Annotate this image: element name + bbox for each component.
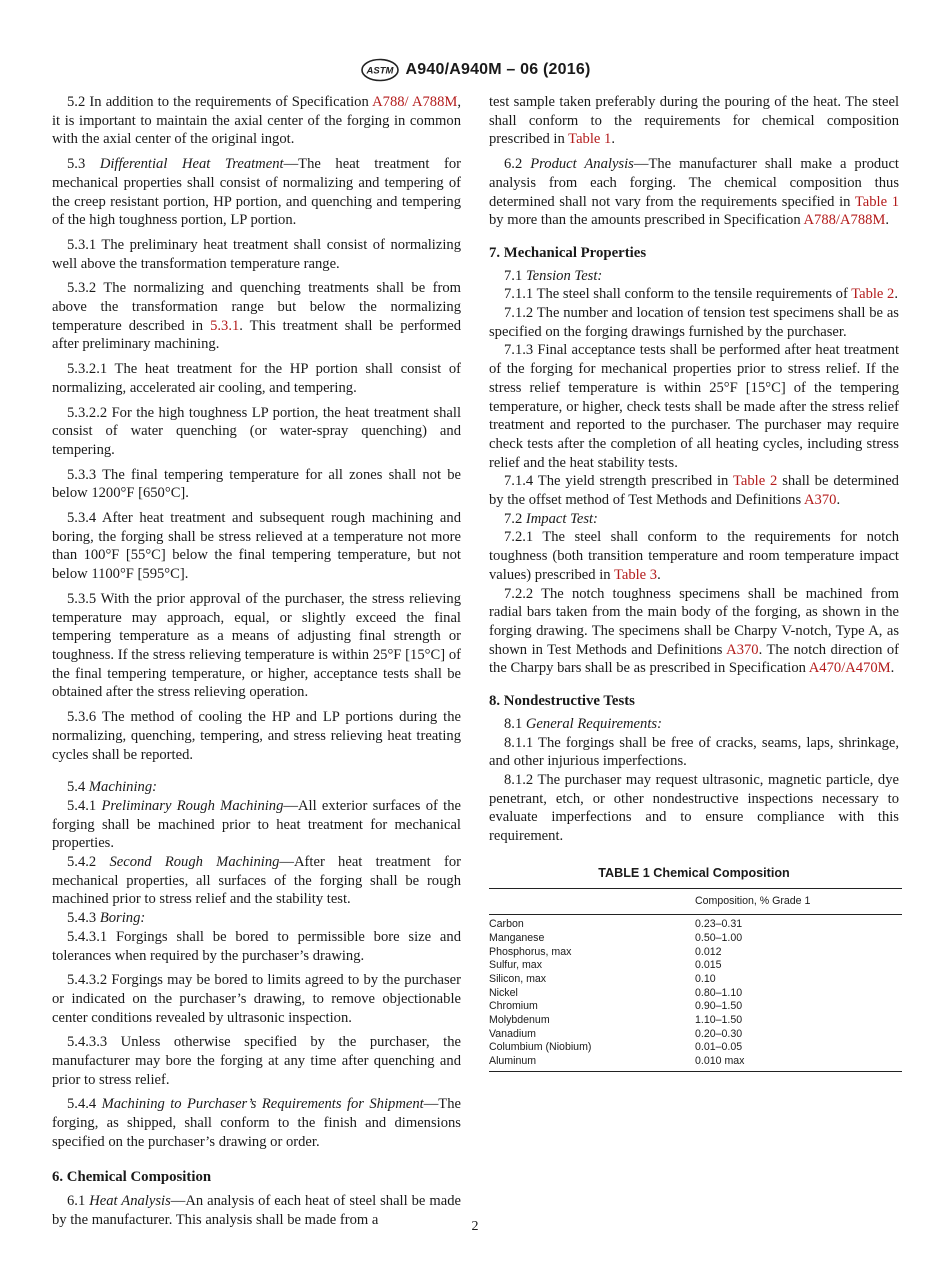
para-8-1-1: 8.1.1 The forgings shall be free of cracks, seams, laps, shrinkage, and other injurious imperfections. [489,734,899,770]
section-heading-6: 6. Chemical Composition [52,1168,212,1185]
section-heading-8: 8. Nondestructive Tests [489,693,635,710]
composition-value-cell: 0.23–0.31 [695,918,743,931]
para-5-3-2-1: 5.3.2.1 The heat treatment for the HP portion shall consist of normalizing, accelerated air cooling, and tempering. [52,361,461,396]
para-5-3-2-2: 5.3.2.2 For the high toughness LP portion, the heat treatment shall consist of water quenching (or water-spray quenching) and tempering. [52,404,461,458]
link-table-1[interactable]: Table 1 [568,131,612,148]
element-name-cell: Phosphorus, max [489,945,572,958]
para-5-4: 5.4 Machining: [67,779,157,796]
element-name-cell: Chromium [489,1000,538,1013]
para-5-4-3-3: 5.4.3.3 Unless otherwise specified by the purchaser, the manufacturer may bore the forging at any time after quenching and prior to stress relief. [52,1034,461,1088]
para-6-1: 6.1 Heat Analysis—An analysis of each heat of steel shall be made by the manufacturer. This analysis shall be made from a [52,1193,461,1228]
table-row [489,959,902,973]
table-row [489,973,902,987]
document-designation: A940/A940M – 06 (2016) [405,61,591,78]
element-name-cell: Vanadium [489,1027,536,1040]
para-7-2-2: 7.2.2 The notch toughness specimens shall be machined from radial bars taken from the main body of the forging, as shown in the forging drawing. The specimens shall be Charpy V-notch, Type A, as shown in Test Methods and Definitions A370. The notch direction of the Charpy bars shall be as prescribed in Specification A470/A470M. [489,585,900,677]
element-name-cell: Silicon, max [489,972,547,985]
element-name-cell: Manganese [489,931,545,944]
para-5-3-6: 5.3.6 The method of cooling the HP and LP portions during the normalizing, quenching, tempering, and stress relieving heat treating cycles shall be reported. [52,709,461,763]
link-table-1[interactable]: Table 1 [854,193,899,210]
link-a470[interactable]: A470/A470M [808,660,891,677]
table-caption: TABLE 1 Chemical Composition [598,865,790,880]
link-a370[interactable]: A370 [726,641,759,658]
element-name-cell: Nickel [489,986,518,999]
element-name-cell: Molybdenum [489,1014,550,1027]
link-table-3[interactable]: Table 3 [613,566,658,583]
composition-value-cell: 0.50–1.00 [695,931,743,944]
table-row [489,987,902,1001]
link-5-3-1[interactable]: 5.3.1 [210,317,240,334]
para-6-2: 6.2 Product Analysis—The manufacturer shall make a product analysis from each forging. The chemical composition thus determined shall not vary from the requirements specified in Table 1 by more than the amounts prescribed in Specification A788/A788M. [489,156,899,229]
element-name-cell: Columbium (Niobium) [489,1041,592,1054]
left-column [52,93,461,1230]
table-row [489,1028,902,1042]
para-7-1-2: 7.1.2 The number and location of tension test specimens shall be as specified on the forging drawings furnished by the purchaser. [489,305,899,340]
composition-value-cell: 0.012 [695,945,722,958]
composition-value-cell: 0.20–0.30 [695,1027,743,1040]
para-7-1: 7.1 Tension Test: [504,267,603,284]
composition-value-cell: 0.015 [695,959,722,972]
para-5-3-4: 5.3.4 After heat treatment and subsequent rough machining and boring, the forging shall be stress relieved at a temperature not more than 100°F [55°C] below the final tempering temperature, but not below 1100°F [595°C]. [52,510,461,583]
table-row [489,1041,902,1055]
para-6-1-continued: test sample taken preferably during the pouring of the heat. The steel shall conform to the requirements for chemical composition prescribed in Table 1. [489,94,899,148]
composition-value-cell: 0.80–1.10 [695,986,743,999]
svg-text:ASTM: ASTM [366,65,393,77]
link-a370[interactable]: A370 [804,492,837,509]
para-5-3-5: 5.3.5 With the prior approval of the purchaser, the stress relieving temperature may approach, equal, or slightly exceed the final tempering temperature as a means of adjusting final strength or toughness. If the stress relieving temperature is within 25°F [15°C] of the final tempering temperature, or higher, acceptance tests shall be obtained after the stress relieving operation. [52,590,461,701]
composition-value-cell: 0.10 [695,972,716,985]
table-row [489,946,902,960]
composition-value-cell: 0.010 max [695,1055,902,1071]
para-7-1-3: 7.1.3 Final acceptance tests shall be performed after heat treatment of the forging for mechanical properties prior to stress relief. If the stress relief temperature is within 25°F [15°C] of the tempering temperature, or higher, check tests shall be made after the stress relief treatment and reported to the purchaser. The purchaser may require check tests after the completion of all heating cycles, including stress relief and the heat stability tests. [489,342,899,471]
table-row [489,932,902,946]
table-header-cell [489,889,695,915]
table-row [489,1014,902,1028]
table-header-row [489,889,902,915]
para-5-2: 5.2 In addition to the requirements of Specification A788/ A788M, it is important to maintain the axial center of the forging in common with the axial center of the original ingot. [52,94,462,148]
link-table-2[interactable]: Table 2 [732,473,778,490]
para-5-4-3-2: 5.4.3.2 Forgings may be bored to limits agreed to by the purchaser or indicated on the purchaser’s drawing, to remove objectionable center conditions revealed by ultrasonic inspection. [52,972,461,1026]
link-a788[interactable]: A788/A788M [803,212,886,229]
para-5-3-2: 5.3.2 The normalizing and quenching treatments shall be from above the transformation range but below the normalizing temperature described in 5.3.1. This treatment shall be performed after preliminary machining. [52,280,461,353]
astm-logo-icon [360,58,400,82]
para-5-4-3: 5.4.3 Boring: [67,910,146,927]
chemical-composition-table [489,888,902,1071]
para-5-4-1: 5.4.1 Preliminary Rough Machining—All exterior surfaces of the forging shall be machined prior to heat treatment for mechanical properties. [52,797,461,852]
para-7-2: 7.2 Impact Test: [504,510,598,527]
para-5-4-4: 5.4.4 Machining to Purchaser’s Requirements for Shipment—The forging, as shipped, shall conform to the finish and dimensions specified on the purchaser’s drawing or order. [52,1096,461,1150]
element-name-cell: Sulfur, max [489,959,542,972]
page-header [0,56,950,84]
table-row [489,1000,902,1014]
element-name-cell: Carbon [489,918,524,931]
composition-value-cell: 0.90–1.50 [695,1000,743,1013]
composition-value-cell: 1.10–1.50 [695,1014,743,1027]
para-8-1: 8.1 General Requirements: [504,715,662,732]
para-5-4-2: 5.4.2 Second Rough Machining—After heat treatment for mechanical properties, all surfaces of the forging shall be rough machined prior to stress relief and the stability test. [52,854,461,908]
element-name-cell: Aluminum [489,1055,695,1071]
table-row [489,1055,902,1071]
para-7-1-1: 7.1.1 The steel shall conform to the tensile requirements of Table 2. [504,286,899,303]
para-5-4-3-1: 5.4.3.1 Forgings shall be bored to permissible bore size and tolerances when required by the purchaser’s drawing. [52,928,461,964]
para-5-3-3: 5.3.3 The final tempering temperature for all zones shall not be below 1200°F [650°C]. [52,466,461,502]
para-7-2-1: 7.2.1 The steel shall conform to the requirements for notch toughness (both transition temperature and room temperature impact values) prescribed in Table 3. [489,529,899,583]
para-7-1-4: 7.1.4 The yield strength prescribed in Table 2 shall be determined by the offset method of Test Methods and Definitions A370. [489,473,899,509]
table-row [489,915,902,932]
para-5-3-1: 5.3.1 The preliminary heat treatment shall consist of normalizing well above the transformation temperature range. [52,236,461,272]
para-5-3: 5.3 Differential Heat Treatment—The heat treatment for mechanical properties shall consist of normalizing and tempering of the creep resistant portion, HP portion, and quenching and tempering of the high toughness portion, LP portion. [52,156,462,229]
section-heading-7: 7. Mechanical Properties [489,244,647,261]
page-number: 2 [471,1219,479,1234]
link-a788[interactable]: A788/ A788M [372,94,458,110]
composition-value-cell: 0.01–0.05 [695,1041,743,1054]
table-header-cell: Composition, % Grade 1 [695,889,902,915]
right-column [489,93,899,1072]
para-8-1-2: 8.1.2 The purchaser may request ultrasonic, magnetic particle, dye penetrant, etch, or other nondestructive inspections necessary to evaluate imperfections and to ensure compliance with this requirement. [489,771,899,845]
link-table-2[interactable]: Table 2 [851,286,895,303]
